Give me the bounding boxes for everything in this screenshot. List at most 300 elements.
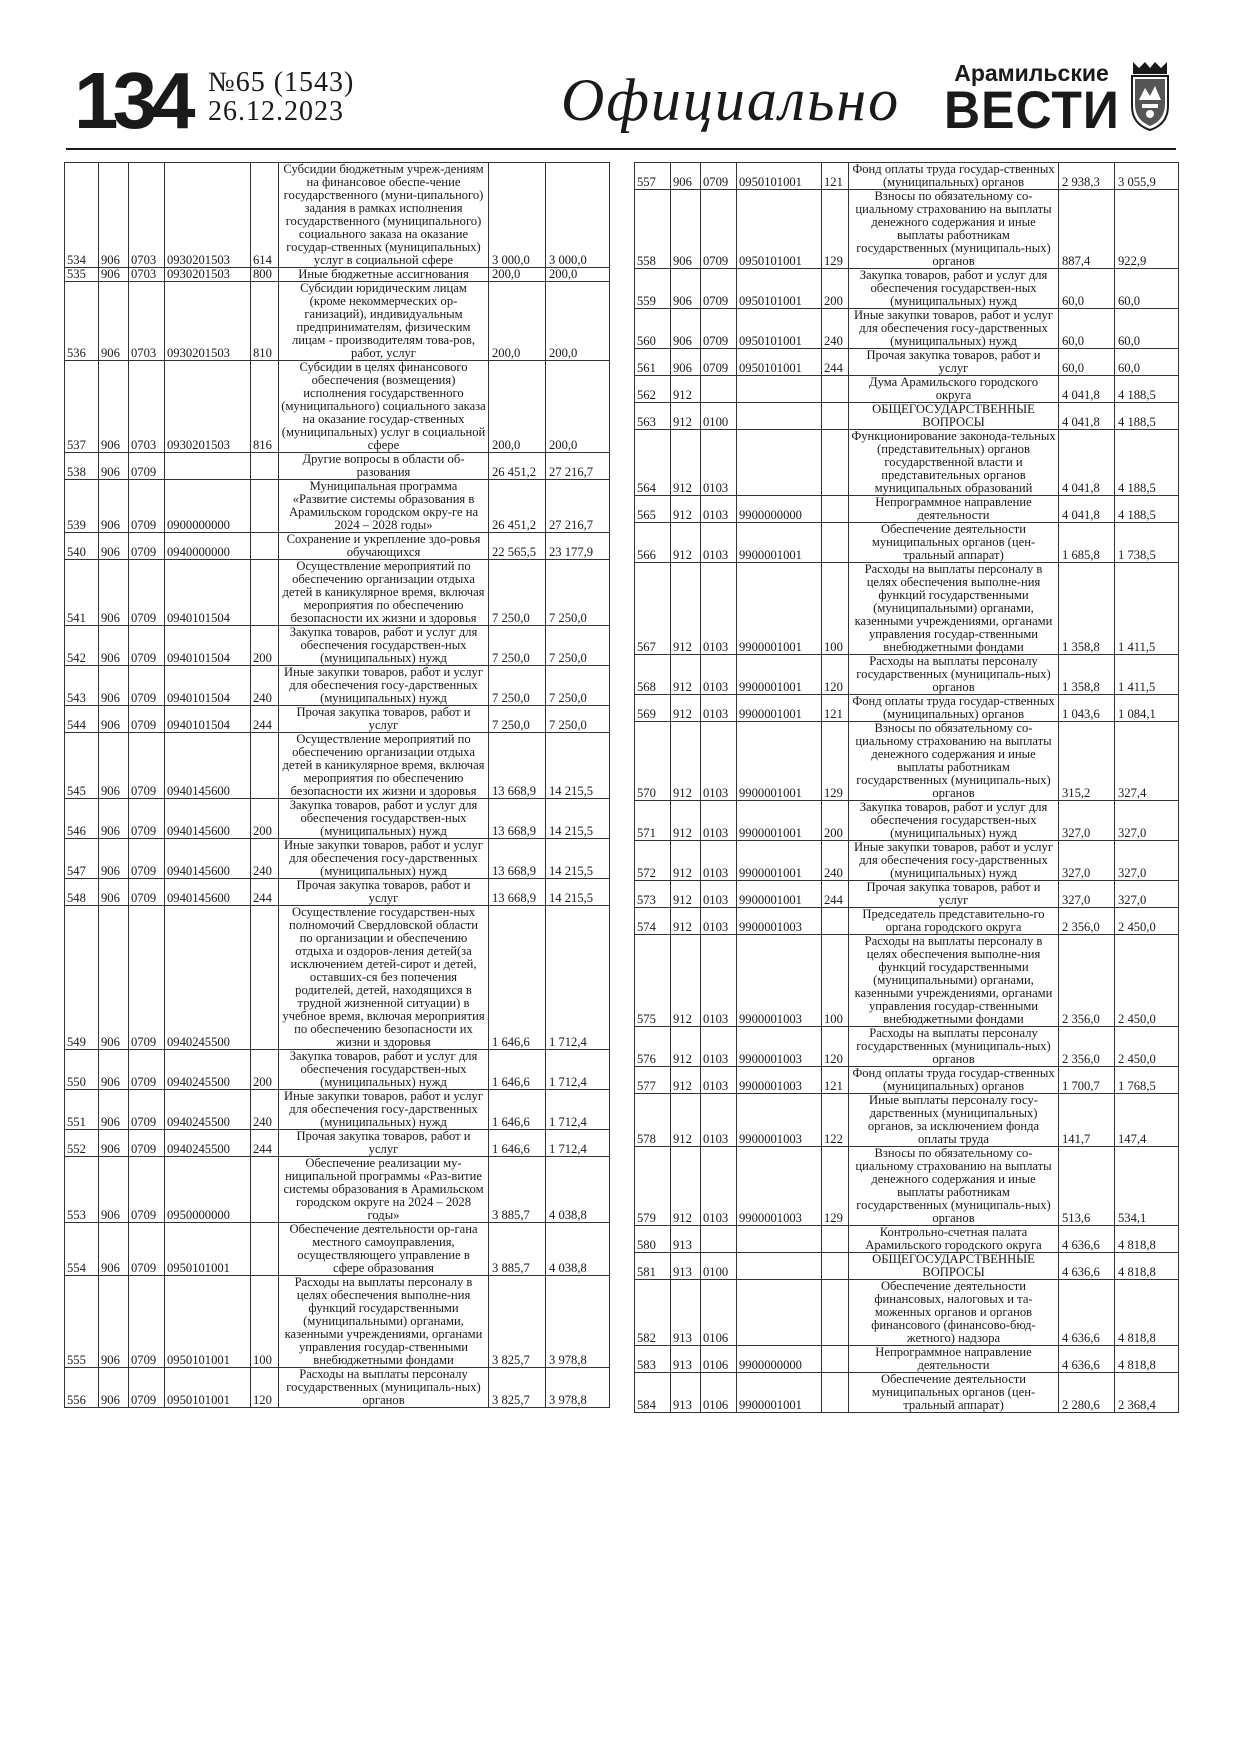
target-code-cell	[737, 430, 822, 496]
ministry-code-cell: 906	[99, 1276, 129, 1368]
table-row	[635, 935, 1179, 1027]
description-cell: Другие вопросы в области об-разования	[279, 453, 489, 480]
target-code-cell: 9900001001	[737, 695, 822, 722]
target-code-cell: 0950101001	[165, 1276, 251, 1368]
amount-2025-cell: 1 358,8	[1059, 563, 1115, 655]
table-row	[65, 1223, 610, 1276]
target-code-cell: 0950000000	[165, 1157, 251, 1223]
description-cell: Расходы на выплаты персоналу в целях обеспечения выполне-ния функций государственными (муниципальными) органами, казенными учреждениями, органами управления государ-ственными внебюджетными фондами	[849, 935, 1059, 1027]
target-code-cell: 9900001001	[737, 881, 822, 908]
amount-2026-cell: 327,0	[1115, 841, 1179, 881]
table-row	[635, 1346, 1179, 1373]
ministry-code-cell: 912	[671, 695, 701, 722]
expense-type-cell: 614	[251, 163, 279, 268]
ministry-code-cell: 906	[671, 349, 701, 376]
ministry-code-cell: 912	[671, 1027, 701, 1067]
target-code-cell: 0940145600	[165, 879, 251, 906]
ministry-code-cell: 906	[671, 269, 701, 309]
row-number-cell: 578	[635, 1094, 671, 1147]
table-row	[635, 1253, 1179, 1280]
target-code-cell: 9900000000	[737, 496, 822, 523]
section-code-cell: 0709	[701, 349, 737, 376]
ministry-code-cell: 906	[99, 268, 129, 282]
amount-2025-cell: 26 451,2	[489, 453, 546, 480]
row-number-cell: 557	[635, 163, 671, 190]
target-code-cell: 9900001003	[737, 1094, 822, 1147]
amount-2026-cell: 327,0	[1115, 801, 1179, 841]
section-code-cell: 0103	[701, 1094, 737, 1147]
description-cell: Прочая закупка товаров, работ и услуг	[279, 706, 489, 733]
amount-2025-cell: 2 938,3	[1059, 163, 1115, 190]
table-row	[635, 349, 1179, 376]
ministry-code-cell: 906	[99, 706, 129, 733]
amount-2026-cell: 327,4	[1115, 722, 1179, 801]
description-cell: Муниципальная программа «Развитие системы образования в Арамильском городском окру-ге на 2024 – 2028 годы»	[279, 480, 489, 533]
section-code-cell: 0703	[129, 163, 165, 268]
table-row	[65, 533, 610, 560]
ministry-code-cell: 906	[99, 733, 129, 799]
amount-2026-cell: 7 250,0	[546, 626, 610, 666]
row-number-cell: 565	[635, 496, 671, 523]
table-row	[635, 1280, 1179, 1346]
expense-type-cell: 240	[251, 666, 279, 706]
target-code-cell	[737, 403, 822, 430]
expense-type-cell: 200	[251, 626, 279, 666]
section-code-cell: 0103	[701, 908, 737, 935]
section-code-cell: 0106	[701, 1346, 737, 1373]
expense-type-cell: 121	[822, 163, 849, 190]
amount-2025-cell: 2 356,0	[1059, 1027, 1115, 1067]
amount-2026-cell: 327,0	[1115, 881, 1179, 908]
row-number-cell: 559	[635, 269, 671, 309]
section-code-cell: 0709	[129, 733, 165, 799]
target-code-cell: 0940245500	[165, 1090, 251, 1130]
table-row	[635, 430, 1179, 496]
table-row	[65, 839, 610, 879]
expense-type-cell: 120	[251, 1368, 279, 1408]
ministry-code-cell: 906	[99, 361, 129, 453]
ministry-code-cell: 906	[99, 533, 129, 560]
row-number-cell: 567	[635, 563, 671, 655]
expense-type-cell	[822, 1280, 849, 1346]
target-code-cell: 9900001001	[737, 523, 822, 563]
target-code-cell	[165, 453, 251, 480]
newspaper-logo	[944, 60, 1120, 140]
target-code-cell: 0950101001	[737, 163, 822, 190]
amount-2025-cell: 1 646,6	[489, 1130, 546, 1157]
amount-2026-cell: 4 188,5	[1115, 376, 1179, 403]
ministry-code-cell: 906	[99, 453, 129, 480]
section-code-cell: 0103	[701, 430, 737, 496]
expense-type-cell: 244	[822, 881, 849, 908]
expense-type-cell	[822, 523, 849, 563]
amount-2025-cell: 2 356,0	[1059, 935, 1115, 1027]
description-cell: Осуществление мероприятий по обеспечению организации отдыха детей в каникулярное время, включая мероприятия по обеспечению безопасности их жизни и здоровья	[279, 733, 489, 799]
expense-type-cell	[822, 403, 849, 430]
ministry-code-cell: 906	[99, 666, 129, 706]
amount-2025-cell: 4 636,6	[1059, 1253, 1115, 1280]
row-number-cell: 536	[65, 282, 99, 361]
target-code-cell: 0940245500	[165, 906, 251, 1050]
amount-2025-cell: 200,0	[489, 282, 546, 361]
amount-2026-cell: 27 216,7	[546, 480, 610, 533]
row-number-cell: 573	[635, 881, 671, 908]
amount-2025-cell: 200,0	[489, 361, 546, 453]
row-number-cell: 581	[635, 1253, 671, 1280]
amount-2026-cell: 4 818,8	[1115, 1253, 1179, 1280]
row-number-cell: 577	[635, 1067, 671, 1094]
amount-2025-cell: 1 685,8	[1059, 523, 1115, 563]
ministry-code-cell: 912	[671, 881, 701, 908]
ministry-code-cell: 912	[671, 908, 701, 935]
table-row	[635, 1027, 1179, 1067]
row-number-cell: 543	[65, 666, 99, 706]
section-title: Официально	[561, 67, 901, 133]
description-cell: Иные выплаты персоналу госу-дарственных (муниципальных) органов, за исключением фонда оплаты труда	[849, 1094, 1059, 1147]
description-cell: Обеспечение деятельности муниципальных органов (цен-тральный аппарат)	[849, 523, 1059, 563]
amount-2025-cell: 60,0	[1059, 309, 1115, 349]
ministry-code-cell: 913	[671, 1253, 701, 1280]
row-number-cell: 558	[635, 190, 671, 269]
logo-main-text: ВЕСТИ	[944, 80, 1120, 140]
description-cell: Непрограммное направление деятельности	[849, 496, 1059, 523]
description-cell: Расходы на выплаты персоналу в целях обеспечения выполне-ния функций государственными (муниципальными) органами, казенными учреждениями, органами управления государ-ственными внебюджетными фондами	[849, 563, 1059, 655]
target-code-cell: 0940000000	[165, 533, 251, 560]
amount-2026-cell: 534,1	[1115, 1147, 1179, 1226]
amount-2025-cell: 7 250,0	[489, 560, 546, 626]
description-cell: Осуществление государствен-ных полномочий Свердловской области по организации и обеспечению отдыха и оздоров-ления детей(за исключением детей-сирот и детей, оставших-ся без попечения родителей, детей, находящихся в трудной жизненной ситуации) в учебное время, включая мероприятия по обеспечению безопасности их жизни и здоровья	[279, 906, 489, 1050]
table-row	[635, 1226, 1179, 1253]
amount-2026-cell: 14 215,5	[546, 733, 610, 799]
description-cell: Взносы по обязательному со-циальному страхованию на выплаты денежного содержания и иные выплаты работникам государственных (муниципаль-ных) органов	[849, 190, 1059, 269]
ministry-code-cell: 912	[671, 496, 701, 523]
ministry-code-cell: 912	[671, 935, 701, 1027]
row-number-cell: 537	[65, 361, 99, 453]
target-code-cell: 9900001001	[737, 1373, 822, 1413]
row-number-cell: 538	[65, 453, 99, 480]
expense-type-cell	[251, 480, 279, 533]
description-cell: Закупка товаров, работ и услуг для обеспечения государствен-ных (муниципальных) нужд	[849, 269, 1059, 309]
amount-2025-cell: 7 250,0	[489, 626, 546, 666]
expense-type-cell	[822, 1226, 849, 1253]
ministry-code-cell: 906	[99, 1157, 129, 1223]
expense-type-cell: 240	[251, 839, 279, 879]
row-number-cell: 550	[65, 1050, 99, 1090]
description-cell: Иные закупки товаров, работ и услуг для обеспечения госу-дарственных (муниципальных) нужд	[279, 666, 489, 706]
row-number-cell: 542	[65, 626, 99, 666]
expense-type-cell: 120	[822, 1027, 849, 1067]
section-code-cell: 0709	[129, 1050, 165, 1090]
amount-2026-cell: 200,0	[546, 282, 610, 361]
ministry-code-cell: 913	[671, 1346, 701, 1373]
target-code-cell: 9900001003	[737, 1147, 822, 1226]
amount-2025-cell: 1 043,6	[1059, 695, 1115, 722]
section-code-cell: 0709	[129, 626, 165, 666]
target-code-cell: 0900000000	[165, 480, 251, 533]
row-number-cell: 564	[635, 430, 671, 496]
row-number-cell: 551	[65, 1090, 99, 1130]
target-code-cell: 0930201503	[165, 361, 251, 453]
amount-2025-cell: 3 885,7	[489, 1157, 546, 1223]
section-code-cell: 0103	[701, 722, 737, 801]
ministry-code-cell: 906	[99, 480, 129, 533]
amount-2025-cell: 315,2	[1059, 722, 1115, 801]
description-cell: Функционирование законода-тельных (представительных) органов государственной власти и представительных органов муниципальных образований	[849, 430, 1059, 496]
target-code-cell: 0940101504	[165, 666, 251, 706]
page-number: 134	[74, 56, 190, 145]
amount-2026-cell: 3 978,8	[546, 1368, 610, 1408]
ministry-code-cell: 912	[671, 1094, 701, 1147]
row-number-cell: 568	[635, 655, 671, 695]
ministry-code-cell: 906	[99, 839, 129, 879]
ministry-code-cell: 906	[99, 906, 129, 1050]
ministry-code-cell: 912	[671, 841, 701, 881]
table-row	[635, 841, 1179, 881]
section-code-cell: 0709	[129, 533, 165, 560]
expense-type-cell: 121	[822, 1067, 849, 1094]
section-code-cell: 0709	[129, 1090, 165, 1130]
table-row	[635, 309, 1179, 349]
amount-2025-cell: 4 636,6	[1059, 1346, 1115, 1373]
expense-type-cell: 200	[251, 799, 279, 839]
amount-2025-cell: 200,0	[489, 268, 546, 282]
row-number-cell: 541	[65, 560, 99, 626]
section-code-cell: 0709	[129, 1368, 165, 1408]
amount-2026-cell: 27 216,7	[546, 453, 610, 480]
expense-type-cell: 120	[822, 655, 849, 695]
expense-type-cell: 244	[822, 349, 849, 376]
expense-type-cell	[251, 533, 279, 560]
row-number-cell: 547	[65, 839, 99, 879]
section-code-cell: 0709	[129, 1276, 165, 1368]
section-code-cell: 0709	[129, 799, 165, 839]
description-cell: Закупка товаров, работ и услуг для обеспечения государствен-ных (муниципальных) нужд	[849, 801, 1059, 841]
ministry-code-cell: 913	[671, 1226, 701, 1253]
amount-2026-cell: 14 215,5	[546, 799, 610, 839]
table-row	[635, 1373, 1179, 1413]
table-row	[65, 480, 610, 533]
ministry-code-cell: 906	[671, 190, 701, 269]
amount-2025-cell: 3 885,7	[489, 1223, 546, 1276]
amount-2026-cell: 1 411,5	[1115, 655, 1179, 695]
target-code-cell	[737, 1253, 822, 1280]
amount-2025-cell: 3 000,0	[489, 163, 546, 268]
ministry-code-cell: 906	[99, 163, 129, 268]
table-row	[635, 163, 1179, 190]
table-row	[65, 626, 610, 666]
section-code-cell: 0709	[129, 906, 165, 1050]
row-number-cell: 583	[635, 1346, 671, 1373]
description-cell: Непрограммное направление деятельности	[849, 1346, 1059, 1373]
issue-date: 26.12.2023	[208, 96, 344, 127]
amount-2026-cell: 1 411,5	[1115, 563, 1179, 655]
description-cell: Сохранение и укрепление здо-ровья обучающихся	[279, 533, 489, 560]
target-code-cell: 0940245500	[165, 1050, 251, 1090]
amount-2026-cell: 2 450,0	[1115, 1027, 1179, 1067]
table-row	[65, 666, 610, 706]
ministry-code-cell: 906	[99, 1368, 129, 1408]
target-code-cell: 0940101504	[165, 560, 251, 626]
ministry-code-cell: 906	[99, 1050, 129, 1090]
ministry-code-cell: 912	[671, 563, 701, 655]
table-row	[65, 879, 610, 906]
expense-type-cell: 200	[251, 1050, 279, 1090]
ministry-code-cell: 906	[99, 1130, 129, 1157]
table-row	[635, 722, 1179, 801]
expense-type-cell: 244	[251, 879, 279, 906]
description-cell: Фонд оплаты труда государ-ственных (муниципальных) органов	[849, 163, 1059, 190]
section-code-cell: 0100	[701, 403, 737, 430]
target-code-cell: 0940145600	[165, 733, 251, 799]
amount-2025-cell: 4 041,8	[1059, 403, 1115, 430]
table-row	[65, 268, 610, 282]
ministry-code-cell: 906	[99, 626, 129, 666]
city-coat-of-arms-icon	[1129, 60, 1171, 132]
target-code-cell: 9900001001	[737, 655, 822, 695]
expense-type-cell: 129	[822, 722, 849, 801]
section-code-cell: 0103	[701, 563, 737, 655]
section-code-cell: 0709	[129, 839, 165, 879]
amount-2025-cell: 1 358,8	[1059, 655, 1115, 695]
table-row	[635, 496, 1179, 523]
row-number-cell: 566	[635, 523, 671, 563]
target-code-cell	[737, 1226, 822, 1253]
amount-2026-cell: 3 055,9	[1115, 163, 1179, 190]
expense-type-cell: 800	[251, 268, 279, 282]
section-code-cell: 0106	[701, 1280, 737, 1346]
section-code-cell: 0709	[701, 309, 737, 349]
ministry-code-cell: 906	[99, 1223, 129, 1276]
row-number-cell: 579	[635, 1147, 671, 1226]
amount-2026-cell: 4 038,8	[546, 1223, 610, 1276]
expense-type-cell: 240	[822, 841, 849, 881]
section-code-cell: 0709	[701, 269, 737, 309]
row-number-cell: 582	[635, 1280, 671, 1346]
table-row	[65, 1157, 610, 1223]
expense-type-cell: 122	[822, 1094, 849, 1147]
table-row	[635, 908, 1179, 935]
description-cell: Расходы на выплаты персоналу государственных (муниципаль-ных) органов	[279, 1368, 489, 1408]
description-cell: Субсидии в целях финансового обеспечения (возмещения) исполнения государственного (муниципального) социального заказа на оказание государ-ственных (муниципальных) услуг в социальной сфере	[279, 361, 489, 453]
expense-type-cell	[251, 906, 279, 1050]
page-header	[66, 56, 1176, 150]
row-number-cell: 572	[635, 841, 671, 881]
description-cell: Иные закупки товаров, работ и услуг для обеспечения госу-дарственных (муниципальных) нужд	[279, 839, 489, 879]
ministry-code-cell: 906	[99, 282, 129, 361]
section-code-cell	[701, 1226, 737, 1253]
row-number-cell: 562	[635, 376, 671, 403]
description-cell: Расходы на выплаты персоналу государственных (муниципаль-ных) органов	[849, 655, 1059, 695]
row-number-cell: 580	[635, 1226, 671, 1253]
table-row	[635, 1147, 1179, 1226]
section-code-cell: 0103	[701, 841, 737, 881]
table-row	[635, 376, 1179, 403]
amount-2025-cell: 513,6	[1059, 1147, 1115, 1226]
expense-type-cell	[251, 1157, 279, 1223]
expense-type-cell: 100	[251, 1276, 279, 1368]
description-cell: Прочая закупка товаров, работ и услуг	[849, 881, 1059, 908]
section-code-cell: 0709	[129, 1223, 165, 1276]
table-row	[65, 706, 610, 733]
expense-type-cell	[822, 1346, 849, 1373]
description-cell: Обеспечение реализации му-ниципальной программы «Раз-витие системы образования в Арамильском городском округе на 2024 – 2028 годы»	[279, 1157, 489, 1223]
section-code-cell: 0703	[129, 282, 165, 361]
row-number-cell: 554	[65, 1223, 99, 1276]
description-cell: Субсидии бюджетным учреж-дениям на финансовое обеспе-чение государственного (муни-ципального) задания в рамках исполнения государственного (муниципального) социального заказа на оказание государ-ственных (муниципальных) услуг в социальной сфере	[279, 163, 489, 268]
table-row	[65, 1050, 610, 1090]
table-row	[635, 655, 1179, 695]
amount-2025-cell: 4 636,6	[1059, 1226, 1115, 1253]
amount-2026-cell: 4 818,8	[1115, 1280, 1179, 1346]
expense-type-cell	[822, 376, 849, 403]
target-code-cell: 9900001001	[737, 841, 822, 881]
description-cell: Контрольно-счетная палата Арамильского городского округа	[849, 1226, 1059, 1253]
description-cell: Иные закупки товаров, работ и услуг для обеспечения госу-дарственных (муниципальных) нужд	[849, 309, 1059, 349]
expense-type-cell: 200	[822, 269, 849, 309]
amount-2025-cell: 4 636,6	[1059, 1280, 1115, 1346]
amount-2025-cell: 60,0	[1059, 269, 1115, 309]
table-row	[635, 1094, 1179, 1147]
description-cell: Субсидии юридическим лицам (кроме некоммерческих ор-ганизаций), индивидуальным предпринимателям, физическим лицам - производителям това-ров, работ, услуг	[279, 282, 489, 361]
section-code-cell: 0100	[701, 1253, 737, 1280]
amount-2026-cell: 7 250,0	[546, 560, 610, 626]
section-code-cell: 0103	[701, 695, 737, 722]
table-row	[635, 190, 1179, 269]
amount-2025-cell: 1 646,6	[489, 1090, 546, 1130]
amount-2026-cell: 4 188,5	[1115, 430, 1179, 496]
description-cell: Иные бюджетные ассигнования	[279, 268, 489, 282]
expense-type-cell	[822, 1373, 849, 1413]
target-code-cell: 0940245500	[165, 1130, 251, 1157]
table-row	[65, 1368, 610, 1408]
target-code-cell: 0940101504	[165, 706, 251, 733]
row-number-cell: 544	[65, 706, 99, 733]
row-number-cell: 560	[635, 309, 671, 349]
expense-type-cell: 100	[822, 935, 849, 1027]
expense-type-cell	[822, 1253, 849, 1280]
issue-info	[208, 68, 354, 126]
table-row	[635, 269, 1179, 309]
amount-2025-cell: 327,0	[1059, 881, 1115, 908]
table-row	[65, 453, 610, 480]
row-number-cell: 539	[65, 480, 99, 533]
target-code-cell: 9900001003	[737, 935, 822, 1027]
description-cell: Иные закупки товаров, работ и услуг для обеспечения госу-дарственных (муниципальных) нужд	[279, 1090, 489, 1130]
section-code-cell: 0709	[129, 1157, 165, 1223]
section-code-cell: 0709	[129, 453, 165, 480]
ministry-code-cell: 906	[99, 879, 129, 906]
amount-2026-cell: 4 188,5	[1115, 403, 1179, 430]
row-number-cell: 553	[65, 1157, 99, 1223]
target-code-cell: 9900001003	[737, 1027, 822, 1067]
target-code-cell	[737, 376, 822, 403]
table-row	[635, 881, 1179, 908]
description-cell: Прочая закупка товаров, работ и услуг	[849, 349, 1059, 376]
amount-2025-cell: 7 250,0	[489, 666, 546, 706]
ministry-code-cell: 912	[671, 801, 701, 841]
description-cell: ОБЩЕГОСУДАРСТВЕННЫЕ ВОПРОСЫ	[849, 1253, 1059, 1280]
section-code-cell: 0703	[129, 268, 165, 282]
target-code-cell	[737, 1280, 822, 1346]
section-code-cell: 0106	[701, 1373, 737, 1413]
amount-2026-cell: 147,4	[1115, 1094, 1179, 1147]
row-number-cell: 584	[635, 1373, 671, 1413]
ministry-code-cell: 912	[671, 430, 701, 496]
section-code-cell: 0709	[129, 480, 165, 533]
amount-2026-cell: 1 712,4	[546, 906, 610, 1050]
target-code-cell: 0950101001	[737, 309, 822, 349]
amount-2026-cell: 23 177,9	[546, 533, 610, 560]
